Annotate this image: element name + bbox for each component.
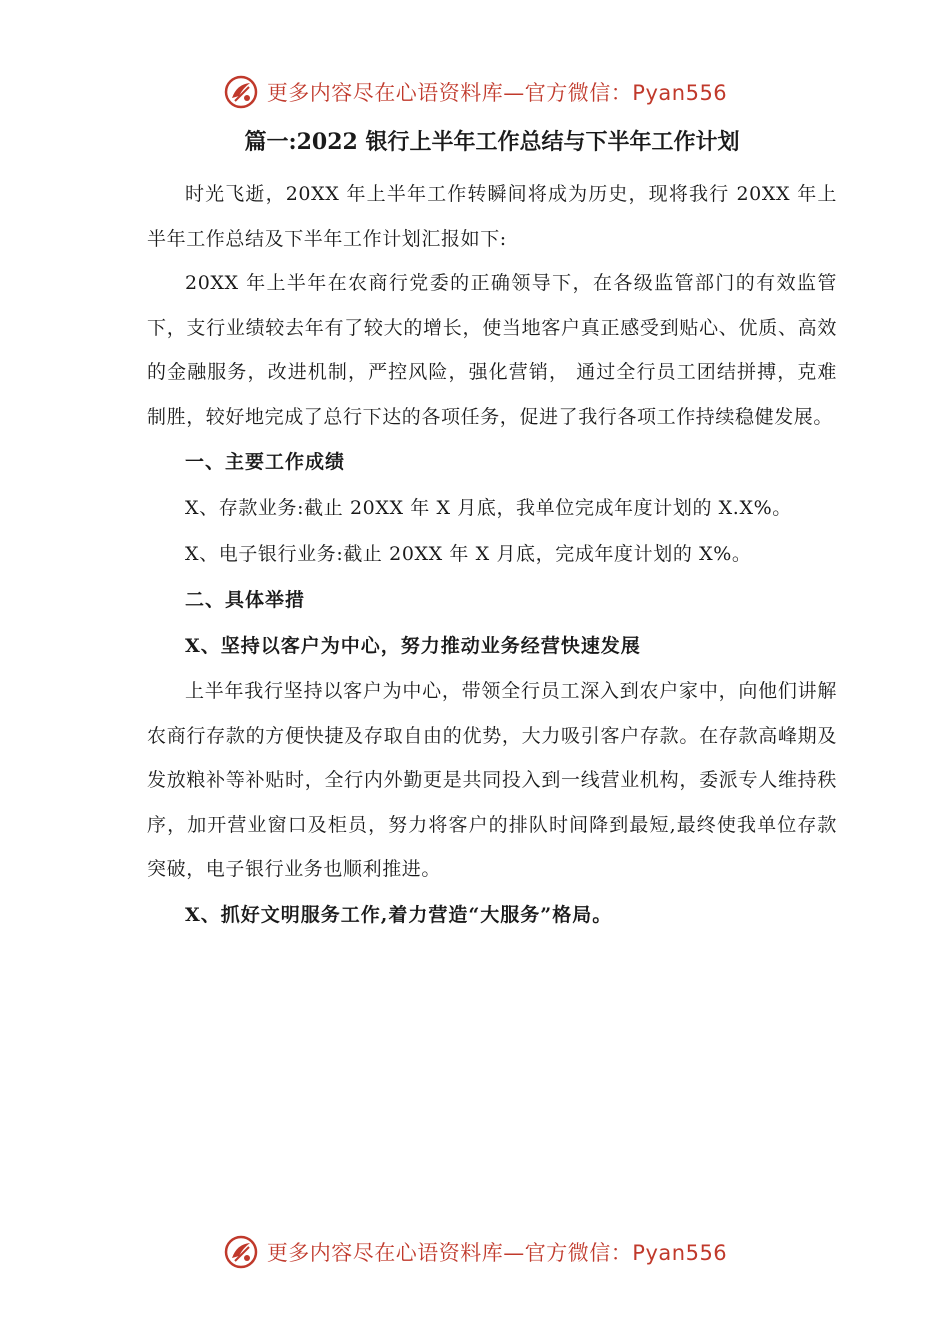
document-title: 篇一:2022 银行上半年工作总结与下半年工作计划 bbox=[244, 129, 740, 155]
watermark-text: 更多内容尽在心语资料库—官方微信：Pyan556 bbox=[266, 1241, 728, 1265]
achievement-deposit: X、存款业务:截止 20XX 年 X 月底，我单位完成年度计划的 X.X%。 bbox=[185, 497, 792, 519]
overview-paragraph: 20XX 年上半年在农商行党委的正确领导下，在各级监管部门的有效监管下，支行业绩较去年有了较大的增长，使当地客户真正感受到贴心、优质、高效的金融服务，改进机制，严控风险，强化营销， 通过全行员工团结拼搏，克难制胜，较好地完成了总行下达的各项任务，促进了我行各项工作持续稳健发展。 bbox=[147, 272, 837, 428]
logo-icon bbox=[223, 74, 259, 110]
logo-icon bbox=[223, 1234, 259, 1270]
header-watermark bbox=[0, 70, 950, 114]
intro-paragraph: 时光飞逝，20XX 年上半年工作转瞬间将成为历史，现将我行 20XX 年上半年工作总结及下半年工作计划汇报如下: bbox=[147, 183, 837, 250]
measure-heading-customer-centric: X、坚持以客户为中心，努力推动业务经营快速发展 bbox=[185, 635, 641, 657]
measure-heading-civil-service: X、抓好文明服务工作,着力营造“大服务”格局。 bbox=[185, 903, 613, 926]
watermark-text: 更多内容尽在心语资料库—官方微信：Pyan556 bbox=[266, 81, 728, 105]
measure-body-customer-centric: 上半年我行坚持以客户为中心，带领全行员工深入到农户家中，向他们讲解农商行存款的方便快捷及存取自由的优势，大力吸引客户存款。在存款高峰期及发放粮补等补贴时，全行内外勤更是共同投入到一线营业机构，委派专人维持秩序，加开营业窗口及柜员，努力将客户的排队时间降到最短,最终使我单位存款突破，电子银行业务也顺利推进。 bbox=[147, 680, 837, 880]
section-heading-achievements: 一、主要工作成绩 bbox=[185, 451, 346, 473]
document-body bbox=[147, 126, 837, 938]
footer-watermark bbox=[0, 1230, 950, 1274]
achievement-e-banking: X、电子银行业务:截止 20XX 年 X 月底，完成年度计划的 X%。 bbox=[185, 543, 752, 565]
section-heading-measures: 二、具体举措 bbox=[185, 589, 306, 611]
